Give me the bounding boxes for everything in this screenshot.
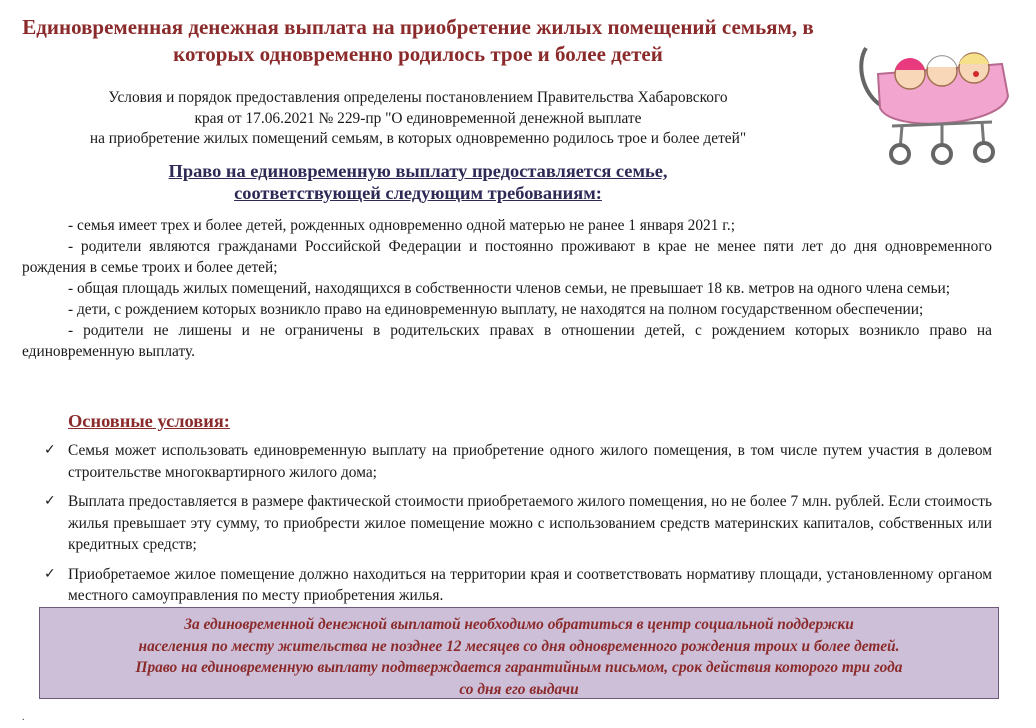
requirement-item: - родители являются гражданами Российской Федерации и постоянно проживают в крае не менее пяти лет до дня одновременного рождения в семье троих и более детей; bbox=[22, 238, 992, 276]
conditions-list bbox=[44, 440, 992, 615]
condition-item: ✓ Приобретаемое жилое помещение должно находиться на территории края и соответствовать нормативу площади, установленному органом местного самоуправления по месту приобретения жилья. bbox=[44, 565, 992, 604]
check-icon: ✓ bbox=[44, 493, 56, 509]
eligibility-heading: Право на единовременную выплату предоставляется семье, соответствующей следующим требованиям: bbox=[168, 161, 668, 203]
requirements-list bbox=[22, 215, 992, 362]
requirement-item: - дети, с рождением которых возникло право на единовременную выплату, не находятся на полном государственном обеспечении; bbox=[68, 301, 924, 318]
condition-item: ✓ Выплата предоставляется в размере фактической стоимости приобретаемого жилого помещения, но не более 7 млн. рублей. Если стоимость жилья превышает эту сумму, то приобрести жилое помещение можно с использованием средств материнских капиталов, собственных или кредитных средств; bbox=[44, 493, 992, 553]
application-notice: За единовременной денежной выплатой необходимо обратиться в центр социальной поддержки населения по месту жительства не позднее 12 месяцев со дня одновременного рождения троих и более детей. Право на единовременную выплату подтверждается гарантийным письмом, срок действия которого три года со дня его выдачи bbox=[39, 607, 999, 699]
page-title: Единовременная денежная выплата на приобретение жилых помещений семьям, в которых одновременно родилось трое и более детей bbox=[22, 15, 814, 66]
requirement-item: - родители не лишены и не ограничены в родительских правах в отношении детей, с рождением которых возникло право на единовременную выплату. bbox=[22, 322, 992, 360]
check-icon: ✓ bbox=[44, 565, 56, 582]
regulation-reference bbox=[14, 88, 822, 150]
requirement-item: - общая площадь жилых помещений, находящихся в собственности членов семьи, не превышает 18 кв. метров на одного члена семьи; bbox=[68, 280, 951, 297]
stroller-triplets-icon bbox=[852, 34, 1018, 172]
check-icon: ✓ bbox=[44, 442, 56, 458]
regulation-line: Условия и порядок предоставления определены постановлением Правительства Хабаровского bbox=[108, 89, 728, 106]
regulation-line: на приобретение жилых помещений семьям, в которых одновременно родилось трое и более детей" bbox=[89, 130, 747, 147]
main-conditions-heading: Основные условия: bbox=[68, 411, 230, 431]
regulation-line: края от 17.06.2021 № 229-пр "О единовременной денежной выплате bbox=[194, 109, 642, 127]
requirement-item: - семья имеет трех и более детей, рожденных одновременно одной матерью не ранее 1 января 2021 г.; bbox=[68, 217, 735, 234]
footer-mark: . bbox=[22, 712, 25, 723]
condition-item: ✓ Семья может использовать единовременную выплату на приобретение одного жилого помещения, в том числе путем участия в долевом строительстве многоквартирного жилого дома; bbox=[44, 442, 992, 481]
